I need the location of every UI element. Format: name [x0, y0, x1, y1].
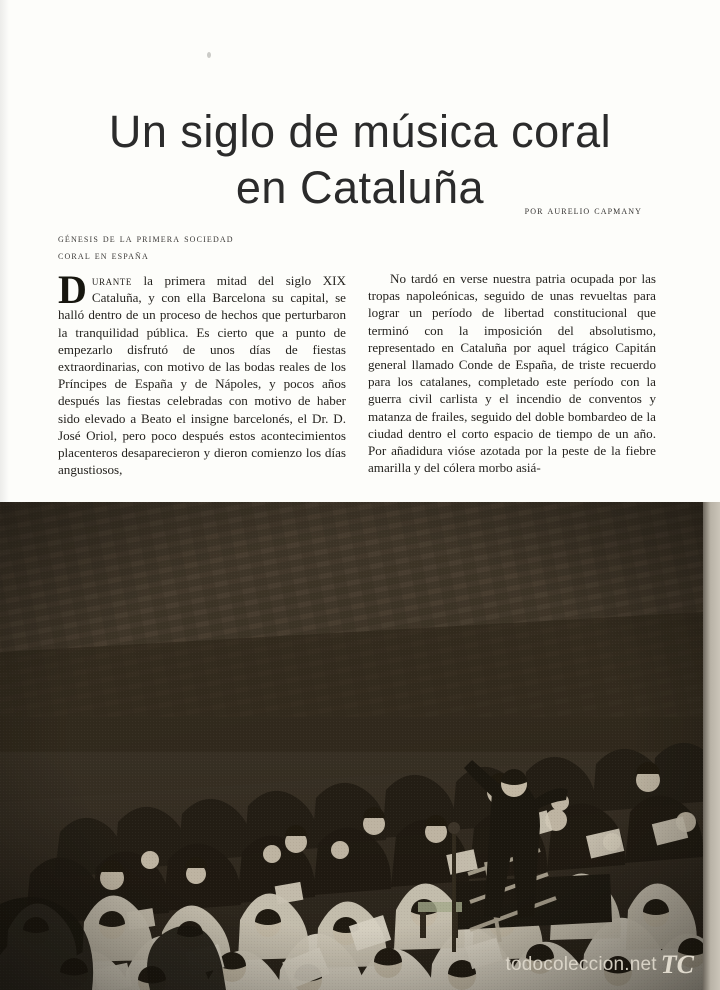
page-edge-strip: [703, 502, 720, 990]
body-text-left: la primera mitad del siglo XIX Cataluña, y con ella Barcelona su capital, se halló dentro de un proceso de hechos que perturbaron la tranquilidad pública. Es cierto que a punto de empezarlo disfrutó de unos días de fiestas extraordinarias, con motivo de las bodas reales de los Príncipes de España y de Nápoles, y pocos años después las fiestas celebradas con motivo de haber sido elevado a Beato el insigne barcelonés, el Dr. D. José Oriol, pero poco después estos acontecimientos placenteros desaparecieron y dieron comienzo los días angustiosos,: [58, 273, 346, 478]
body-column-left: [58, 267, 346, 478]
page-title: [0, 104, 720, 216]
section-kicker-line-1: génesis de la primera sociedad: [58, 233, 234, 245]
watermark-logo-icon: TC: [660, 949, 694, 979]
byline: [525, 205, 642, 217]
scan-artifact-speck: [207, 52, 211, 58]
watermark-text: todocoleccion.net: [505, 954, 657, 975]
byline-prefix: por: [524, 205, 544, 217]
lead-small-caps: urante: [91, 273, 132, 288]
photograph-image: [0, 502, 703, 990]
byline-author: aurelio capmany: [547, 205, 642, 217]
drop-cap: D: [58, 267, 87, 312]
section-kicker: [58, 231, 358, 264]
body-column-right: [368, 270, 656, 476]
body-text-right: No tardó en verse nuestra patria ocupada por las tropas napoleónicas, seguido de unas revueltas para lograr un período de libertad constitucional que terminó con la imposición del absolutismo, representado en Cataluña por aquel trágico Capitán general llamado Conde de España, de triste recuerdo para los catalanes, completado este período con la guerra civil carlista y el incendio de conventos y matanza de frailes, seguido del doble bombardeo de la ciudad dentro el corto espacio de tiempo de un año. Por añadidura vióse azotada por la peste de la fiebre amarilla y del cólera morbo asiá-: [368, 271, 656, 476]
section-kicker-line-2: coral en españa: [58, 249, 149, 262]
photograph: [0, 502, 720, 990]
page-title-line-2: en Cataluña: [235, 161, 485, 213]
page-title-line-1: Un siglo de música coral: [108, 106, 612, 158]
